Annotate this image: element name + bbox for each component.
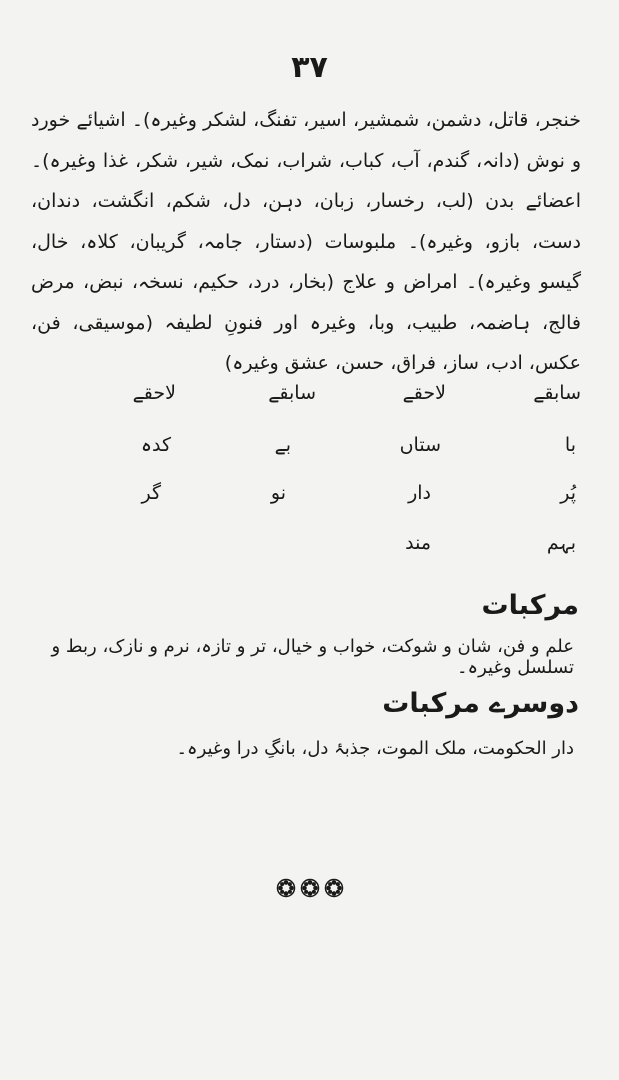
table-header: سابقے [533, 382, 581, 404]
table-header: لاحقے [402, 382, 446, 404]
other-compounds-text: دار الحکومت، ملک الموت، جذبۂ دل، بانگِ درا وغیرہ۔ [176, 738, 574, 759]
table-cell: بے [274, 434, 291, 456]
section-heading-compounds: مرکبات [481, 590, 579, 621]
flower-ornament-icon [300, 878, 320, 898]
table-cell: دار [408, 482, 431, 504]
table-header: سابقے [268, 382, 316, 404]
compounds-text: علم و فن، شان و شوکت، خواب و خیال، تر و تازہ، نرم و نازک، ربط و تسلسل وغیرہ۔ [51, 636, 574, 678]
ornament [270, 878, 350, 898]
table-cell: بہم [546, 532, 576, 554]
table-cell: نو [270, 482, 286, 504]
table-cell: ستاں [399, 434, 441, 456]
table-cell: گر [141, 482, 161, 504]
page-number: ۳۷ [291, 50, 328, 85]
body-paragraph: خنجر، قاتل، دشمن، شمشیر، اسیر، تفنگ، لشکر وغیرہ)۔ اشیائے خورد و نوش (دانہ، گندم، آب، کباب، شراب، نمک، شیر، شکر، غذا وغیرہ)۔ اعضائے بدن (لب، رخسار، زبان، دہن، دل، شکم، انگشت، دندان، دست، بازو، وغیرہ)۔ ملبوسات (دستار، جامہ، گریبان، کلاہ، خال، گیسو وغیرہ)۔ امراض و علاج (بخار، درد، حکیم، نسخہ، نبض، مرض فالج، ہاضمہ، طبیب، وبا، وغیرہ اور فنونِ لطیفہ (موسیقی، فن، عکس، ادب، ساز، فراق، حسن، عشق وغیرہ) [31, 109, 581, 374]
table-cell: کدہ [140, 434, 171, 456]
table-cell: پُر [560, 482, 576, 504]
affix-table [61, 382, 581, 572]
table-cell: مند [405, 532, 431, 554]
flower-ornament-icon [324, 878, 344, 898]
table-cell: با [564, 434, 576, 456]
table-header: لاحقے [132, 382, 176, 404]
flower-ornament-icon [276, 878, 296, 898]
section-heading-other-compounds: دوسرے مرکبات [382, 688, 579, 719]
